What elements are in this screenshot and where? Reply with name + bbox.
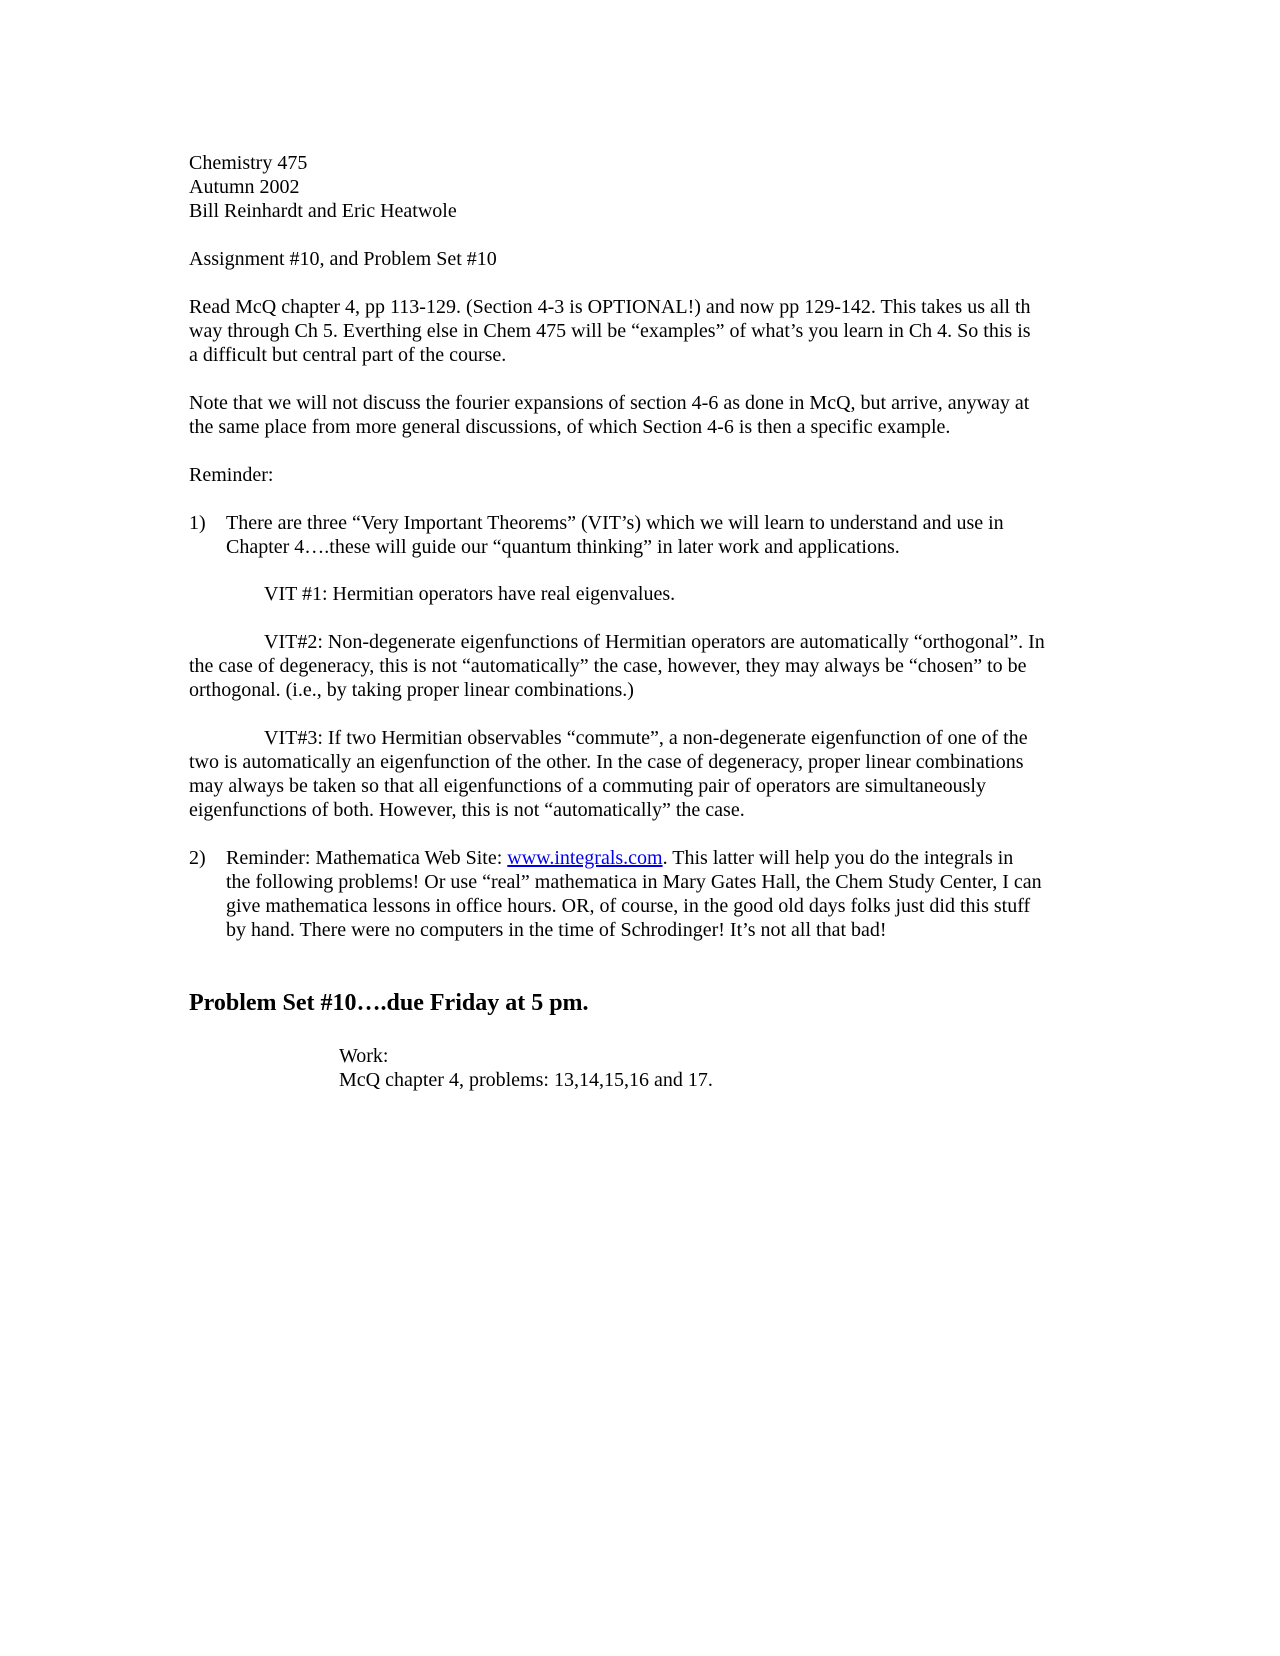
work-label: Work: xyxy=(339,1045,389,1067)
list-item-line: the following problems! Or use “real” mathematica in Mary Gates Hall, the Chem Study Center, I can xyxy=(226,871,1042,893)
vit-line: orthogonal. (i.e., by taking proper linear combinations.) xyxy=(189,679,634,701)
reminder-suffix: . This latter will help you do the integrals in xyxy=(662,847,1014,869)
reminder-label xyxy=(189,463,1089,487)
vit-line: VIT#3: If two Hermitian observables “commute”, a non-degenerate eigenfunction of one of the xyxy=(264,727,1028,749)
work-items: McQ chapter 4, problems: 13,14,15,16 and 17. xyxy=(339,1069,713,1091)
list-item-1 xyxy=(226,511,1004,559)
vit-line: the case of degeneracy, this is not “automatically” the case, however, they may always be “chosen” to be xyxy=(189,655,1027,677)
vit-line: may always be taken so that all eigenfunctions of a commuting pair of operators are simultaneously xyxy=(189,775,986,797)
course-title: Chemistry 475 xyxy=(189,152,308,174)
list-item-line: give mathematica lessons in office hours. OR, of course, in the good old days folks just did this stuff xyxy=(226,895,1031,917)
reminder-label-text: Reminder: xyxy=(189,464,274,486)
vit-1 xyxy=(189,582,1089,606)
list-item-line: by hand. There were no computers in the time of Schrodinger! It’s not all that bad! xyxy=(226,919,887,941)
assignment-title xyxy=(189,247,1089,271)
problem-set-heading: Problem Set #10….due Friday at 5 pm. xyxy=(189,990,589,1016)
list-item-line: Chapter 4….these will guide our “quantum thinking” in later work and applications. xyxy=(226,536,900,558)
assignment-title-text: Assignment #10, and Problem Set #10 xyxy=(189,248,497,270)
list-number-2: 2) xyxy=(189,847,206,869)
work-block xyxy=(339,1044,713,1092)
instructors: Bill Reinhardt and Eric Heatwole xyxy=(189,200,457,222)
integrals-link[interactable]: www.integrals.com xyxy=(507,847,663,869)
vit-2 xyxy=(189,630,1089,702)
term: Autumn 2002 xyxy=(189,176,300,198)
list-item-2 xyxy=(226,846,1042,942)
list-item-line xyxy=(226,846,1042,870)
reminder-prefix: Reminder: Mathematica Web Site: xyxy=(226,847,508,869)
reading-line: way through Ch 5. Everthing else in Chem 475 will be “examples” of what’s you learn in Ch 4. So this is xyxy=(189,320,1031,342)
header-block xyxy=(189,151,1089,223)
vit-line: VIT #1: Hermitian operators have real eigenvalues. xyxy=(264,583,676,605)
reading-paragraph xyxy=(189,295,1089,367)
note-line: the same place from more general discussions, of which Section 4-6 is then a specific example. xyxy=(189,416,951,438)
vit-line: two is automatically an eigenfunction of the other. In the case of degeneracy, proper linear combinations xyxy=(189,751,1024,773)
list-number-1: 1) xyxy=(189,512,206,534)
reading-line: Read McQ chapter 4, pp 113-129. (Section 4-3 is OPTIONAL!) and now pp 129-142. This takes us all th xyxy=(189,296,1031,318)
vit-3 xyxy=(189,726,1089,822)
list-item-line: There are three “Very Important Theorems” (VIT’s) which we will learn to understand and use in xyxy=(226,512,1004,534)
reading-line: a difficult but central part of the course. xyxy=(189,344,507,366)
vit-line: VIT#2: Non-degenerate eigenfunctions of Hermitian operators are automatically “orthogonal”. In xyxy=(264,631,1045,653)
vit-line: eigenfunctions of both. However, this is not “automatically” the case. xyxy=(189,799,745,821)
note-line: Note that we will not discuss the fourier expansions of section 4-6 as done in McQ, but arrive, anyway at xyxy=(189,392,1030,414)
note-paragraph xyxy=(189,391,1089,439)
